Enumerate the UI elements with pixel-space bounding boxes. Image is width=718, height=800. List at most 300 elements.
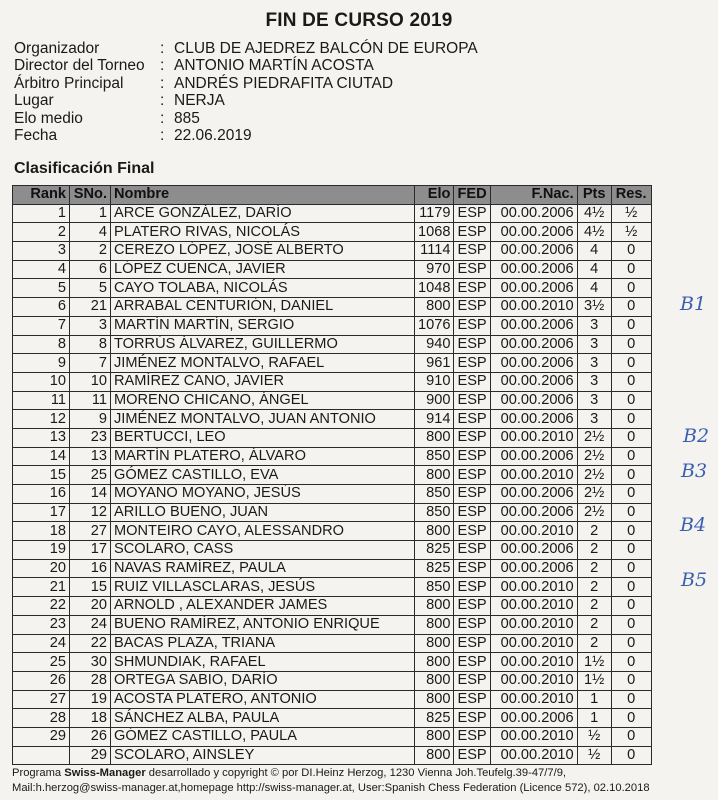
cell-rank: 14: [13, 447, 70, 466]
cell-points: 4: [577, 279, 611, 298]
cell-fed: ESP: [454, 316, 490, 335]
cell-name: SCOLARO, AINSLEY: [111, 746, 415, 765]
cell-result: 0: [611, 634, 651, 653]
cell-rank: 3: [13, 242, 70, 261]
table-row: [13, 522, 652, 541]
cell-name: RAMÍREZ CANO, JAVIER: [111, 372, 415, 391]
info-value: ANDRÉS PIEDRAFITA CIUTAD: [174, 74, 394, 92]
cell-birthdate: 00.00.2006: [490, 354, 577, 373]
table-row: [13, 578, 652, 597]
cell-elo: 800: [415, 597, 454, 616]
cell-birthdate: 00.00.2010: [490, 727, 577, 746]
cell-fed: ESP: [454, 485, 490, 504]
cell-rank: 2: [13, 223, 70, 242]
cell-sno: 6: [70, 260, 111, 279]
cell-rank: 12: [13, 410, 70, 429]
cell-elo: 850: [415, 503, 454, 522]
cell-elo: 825: [415, 559, 454, 578]
cell-name: CEREZO LÓPEZ, JOSÉ ALBERTO: [111, 242, 415, 261]
info-row: [14, 75, 478, 92]
table-row: [13, 503, 652, 522]
cell-rank: 11: [13, 391, 70, 410]
cell-result: 0: [611, 578, 651, 597]
cell-sno: 4: [70, 223, 111, 242]
table-row: [13, 634, 652, 653]
cell-elo: 800: [415, 671, 454, 690]
handwritten-note: B2: [683, 425, 710, 447]
info-value: ANTONIO MARTÍN ACOSTA: [174, 57, 374, 75]
cell-result: 0: [611, 746, 651, 765]
footer-line-2: Mail:h.herzog@swiss-manager.at,homepage http://swiss-manager.at, User:Spanish Chess Federation (Licence 572), 02.10.2018: [12, 781, 650, 794]
cell-result: 0: [611, 428, 651, 447]
table-row: [13, 298, 652, 317]
cell-sno: 23: [70, 428, 111, 447]
cell-elo: 1068: [415, 223, 454, 242]
cell-rank: 1: [13, 204, 70, 223]
cell-points: 3: [577, 335, 611, 354]
info-separator: :: [160, 74, 165, 92]
table-row: [13, 597, 652, 616]
cell-sno: 8: [70, 335, 111, 354]
info-separator: :: [160, 109, 165, 127]
cell-result: 0: [611, 316, 651, 335]
cell-result: 0: [611, 709, 651, 728]
cell-name: JIMÉNEZ MONTALVO, JUAN ANTONIO: [111, 410, 415, 429]
cell-elo: 825: [415, 541, 454, 560]
col-birthdate-header: F.Nac.: [490, 186, 577, 205]
cell-fed: ESP: [454, 372, 490, 391]
cell-name: ARNOLD , ALEXANDER JAMES: [111, 597, 415, 616]
cell-name: MORENO CHICANO, ÁNGEL: [111, 391, 415, 410]
col-result-header: Res.: [611, 186, 651, 205]
cell-fed: ESP: [454, 428, 490, 447]
cell-rank: 28: [13, 709, 70, 728]
cell-name: PLATERO RIVAS, NICOLÁS: [111, 223, 415, 242]
info-value: CLUB DE AJEDREZ BALCÓN DE EUROPA: [174, 40, 478, 57]
cell-rank: 20: [13, 559, 70, 578]
cell-fed: ESP: [454, 335, 490, 354]
cell-sno: 25: [70, 466, 111, 485]
cell-sno: 16: [70, 559, 111, 578]
cell-birthdate: 00.00.2010: [490, 597, 577, 616]
cell-result: ½: [611, 204, 651, 223]
table-row: [13, 746, 652, 765]
cell-elo: 800: [415, 634, 454, 653]
cell-result: 0: [611, 372, 651, 391]
cell-name: GÓMEZ CASTILLO, PAULA: [111, 727, 415, 746]
info-label: Elo medio: [14, 109, 83, 127]
section-title: Clasificación Final: [14, 160, 155, 177]
cell-points: 4½: [577, 204, 611, 223]
cell-result: 0: [611, 466, 651, 485]
cell-sno: 10: [70, 372, 111, 391]
cell-sno: 28: [70, 671, 111, 690]
cell-rank: 25: [13, 653, 70, 672]
cell-result: 0: [611, 242, 651, 261]
cell-fed: ESP: [454, 541, 490, 560]
cell-birthdate: 00.00.2006: [490, 541, 577, 560]
cell-fed: ESP: [454, 690, 490, 709]
cell-points: 2: [577, 634, 611, 653]
cell-elo: 800: [415, 522, 454, 541]
cell-name: ARCE GONZÁLEZ, DARÍO: [111, 204, 415, 223]
cell-sno: 21: [70, 298, 111, 317]
cell-result: 0: [611, 279, 651, 298]
table-row: [13, 615, 652, 634]
cell-name: ARILLO BUENO, JUAN: [111, 503, 415, 522]
cell-birthdate: 00.00.2010: [490, 671, 577, 690]
cell-fed: ESP: [454, 597, 490, 616]
cell-sno: 13: [70, 447, 111, 466]
cell-elo: 850: [415, 447, 454, 466]
cell-fed: ESP: [454, 466, 490, 485]
table-row: [13, 727, 652, 746]
cell-rank: 13: [13, 428, 70, 447]
cell-elo: 800: [415, 727, 454, 746]
cell-result: 0: [611, 690, 651, 709]
cell-name: SHMUNDIAK, RAFAEL: [111, 653, 415, 672]
cell-birthdate: 00.00.2010: [490, 634, 577, 653]
table-row: [13, 279, 652, 298]
cell-rank: 21: [13, 578, 70, 597]
cell-elo: 800: [415, 746, 454, 765]
col-rank-header: Rank: [13, 186, 70, 205]
cell-sno: 30: [70, 653, 111, 672]
tournament-info: [14, 40, 478, 144]
cell-fed: ESP: [454, 260, 490, 279]
cell-birthdate: 00.00.2010: [490, 578, 577, 597]
cell-points: 2½: [577, 447, 611, 466]
cell-result: 0: [611, 653, 651, 672]
cell-result: 0: [611, 298, 651, 317]
cell-elo: 800: [415, 615, 454, 634]
cell-name: BACAS PLAZA, TRIANA: [111, 634, 415, 653]
cell-elo: 970: [415, 260, 454, 279]
table-row: [13, 428, 652, 447]
cell-birthdate: 00.00.2006: [490, 316, 577, 335]
cell-elo: 900: [415, 391, 454, 410]
cell-elo: 800: [415, 298, 454, 317]
cell-birthdate: 00.00.2006: [490, 223, 577, 242]
cell-rank: 24: [13, 634, 70, 653]
cell-birthdate: 00.00.2006: [490, 204, 577, 223]
cell-result: 0: [611, 485, 651, 504]
cell-points: 4: [577, 260, 611, 279]
cell-points: 3: [577, 354, 611, 373]
cell-rank: 15: [13, 466, 70, 485]
table-row: [13, 391, 652, 410]
cell-name: BUENO RAMÍREZ, ANTONIO ENRIQUE: [111, 615, 415, 634]
cell-points: 1½: [577, 671, 611, 690]
cell-points: 2: [577, 597, 611, 616]
cell-fed: ESP: [454, 522, 490, 541]
cell-birthdate: 00.00.2010: [490, 690, 577, 709]
cell-result: 0: [611, 597, 651, 616]
cell-name: SÁNCHEZ ALBA, PAULA: [111, 709, 415, 728]
col-points-header: Pts: [577, 186, 611, 205]
cell-elo: 910: [415, 372, 454, 391]
cell-fed: ESP: [454, 223, 490, 242]
cell-birthdate: 00.00.2006: [490, 335, 577, 354]
table-row: [13, 335, 652, 354]
cell-birthdate: 00.00.2010: [490, 298, 577, 317]
table-row: [13, 223, 652, 242]
cell-rank: 29: [13, 727, 70, 746]
cell-fed: ESP: [454, 204, 490, 223]
cell-name: BERTUCCI, LEO: [111, 428, 415, 447]
table-row: [13, 541, 652, 560]
footer-brand: Swiss-Manager: [64, 767, 146, 779]
cell-fed: ESP: [454, 298, 490, 317]
cell-rank: 26: [13, 671, 70, 690]
footer: [12, 766, 650, 795]
cell-birthdate: 00.00.2010: [490, 746, 577, 765]
info-label: Fecha: [14, 127, 58, 145]
cell-rank: 10: [13, 372, 70, 391]
cell-birthdate: 00.00.2006: [490, 372, 577, 391]
cell-birthdate: 00.00.2006: [490, 391, 577, 410]
cell-name: NAVAS RAMÍREZ, PAULA: [111, 559, 415, 578]
cell-fed: ESP: [454, 634, 490, 653]
cell-fed: ESP: [454, 391, 490, 410]
cell-sno: 14: [70, 485, 111, 504]
info-label: Director del Torneo: [14, 57, 145, 75]
cell-rank: 23: [13, 615, 70, 634]
cell-elo: 1048: [415, 279, 454, 298]
cell-elo: 800: [415, 690, 454, 709]
cell-points: 2: [577, 615, 611, 634]
cell-birthdate: 00.00.2006: [490, 260, 577, 279]
cell-sno: 7: [70, 354, 111, 373]
table-header-row: [13, 186, 652, 205]
cell-fed: ESP: [454, 354, 490, 373]
info-value: 885: [174, 109, 200, 127]
table-row: [13, 260, 652, 279]
cell-name: GÓMEZ CASTILLO, EVA: [111, 466, 415, 485]
info-value: NERJA: [174, 92, 225, 110]
info-row: [14, 110, 478, 127]
cell-rank: 18: [13, 522, 70, 541]
cell-fed: ESP: [454, 615, 490, 634]
info-value: 22.06.2019: [174, 127, 252, 145]
cell-rank: [13, 746, 70, 765]
cell-fed: ESP: [454, 447, 490, 466]
cell-points: ½: [577, 727, 611, 746]
cell-name: MONTEIRO CAYO, ALESSANDRO: [111, 522, 415, 541]
cell-rank: 17: [13, 503, 70, 522]
table-row: [13, 372, 652, 391]
cell-name: CAYO TOLABA, NICOLÁS: [111, 279, 415, 298]
cell-name: SCOLARO, CASS: [111, 541, 415, 560]
table-row: [13, 410, 652, 429]
cell-name: ARRABAL CENTURIÓN, DANIEL: [111, 298, 415, 317]
cell-elo: 961: [415, 354, 454, 373]
cell-points: 2: [577, 559, 611, 578]
cell-sno: 17: [70, 541, 111, 560]
cell-result: 0: [611, 410, 651, 429]
cell-elo: 914: [415, 410, 454, 429]
handwritten-note: B1: [680, 293, 707, 315]
info-separator: :: [160, 127, 165, 145]
cell-result: 0: [611, 727, 651, 746]
cell-fed: ESP: [454, 578, 490, 597]
cell-elo: 1076: [415, 316, 454, 335]
cell-name: MOYANO MOYANO, JESÚS: [111, 485, 415, 504]
cell-points: 3: [577, 372, 611, 391]
cell-fed: ESP: [454, 653, 490, 672]
cell-points: 2½: [577, 485, 611, 504]
cell-points: 4: [577, 242, 611, 261]
cell-points: 3: [577, 410, 611, 429]
cell-sno: 19: [70, 690, 111, 709]
handwritten-note: B4: [680, 514, 707, 536]
cell-elo: 800: [415, 466, 454, 485]
cell-sno: 2: [70, 242, 111, 261]
cell-elo: 800: [415, 653, 454, 672]
table-row: [13, 447, 652, 466]
cell-points: 2: [577, 541, 611, 560]
cell-points: 2½: [577, 428, 611, 447]
cell-rank: 19: [13, 541, 70, 560]
cell-name: ACOSTA PLATERO, ANTONIO: [111, 690, 415, 709]
info-row: [14, 92, 478, 109]
info-row: [14, 57, 478, 74]
cell-sno: 20: [70, 597, 111, 616]
cell-fed: ESP: [454, 279, 490, 298]
table-row: [13, 653, 652, 672]
cell-result: ½: [611, 223, 651, 242]
cell-result: 0: [611, 335, 651, 354]
table-row: [13, 242, 652, 261]
cell-sno: 18: [70, 709, 111, 728]
standings-table: [12, 185, 652, 765]
cell-rank: 22: [13, 597, 70, 616]
cell-name: JIMÉNEZ MONTALVO, RAFAEL: [111, 354, 415, 373]
info-separator: :: [160, 57, 165, 75]
cell-sno: 1: [70, 204, 111, 223]
cell-points: 3: [577, 316, 611, 335]
col-elo-header: Elo: [415, 186, 454, 205]
cell-result: 0: [611, 391, 651, 410]
cell-sno: 22: [70, 634, 111, 653]
cell-sno: 5: [70, 279, 111, 298]
cell-fed: ESP: [454, 410, 490, 429]
cell-birthdate: 00.00.2006: [490, 485, 577, 504]
cell-fed: ESP: [454, 242, 490, 261]
cell-name: MARTÍN PLATERO, ÁLVARO: [111, 447, 415, 466]
cell-rank: 4: [13, 260, 70, 279]
info-row: [14, 127, 478, 144]
cell-elo: 1179: [415, 204, 454, 223]
cell-birthdate: 00.00.2010: [490, 522, 577, 541]
table-row: [13, 671, 652, 690]
cell-points: 4½: [577, 223, 611, 242]
cell-sno: 9: [70, 410, 111, 429]
cell-sno: 24: [70, 615, 111, 634]
cell-result: 0: [611, 541, 651, 560]
cell-points: 2½: [577, 503, 611, 522]
cell-name: ORTEGA SABIO, DARÍO: [111, 671, 415, 690]
cell-fed: ESP: [454, 671, 490, 690]
cell-fed: ESP: [454, 727, 490, 746]
cell-elo: 850: [415, 485, 454, 504]
cell-points: 2: [577, 578, 611, 597]
cell-birthdate: 00.00.2006: [490, 279, 577, 298]
cell-rank: 9: [13, 354, 70, 373]
cell-sno: 29: [70, 746, 111, 765]
info-label: Organizador: [14, 40, 100, 57]
cell-result: 0: [611, 671, 651, 690]
cell-points: 2: [577, 522, 611, 541]
cell-birthdate: 00.00.2010: [490, 428, 577, 447]
cell-points: 3½: [577, 298, 611, 317]
cell-elo: 800: [415, 428, 454, 447]
cell-fed: ESP: [454, 709, 490, 728]
table-row: [13, 690, 652, 709]
cell-elo: 940: [415, 335, 454, 354]
document-title: FIN DE CURSO 2019: [265, 10, 453, 31]
cell-sno: 12: [70, 503, 111, 522]
cell-fed: ESP: [454, 746, 490, 765]
table-row: [13, 316, 652, 335]
cell-points: 2½: [577, 466, 611, 485]
cell-result: 0: [611, 615, 651, 634]
cell-rank: 16: [13, 485, 70, 504]
cell-points: 1: [577, 690, 611, 709]
cell-points: ½: [577, 746, 611, 765]
cell-points: 1½: [577, 653, 611, 672]
cell-name: LÓPEZ CUENCA, JAVIER: [111, 260, 415, 279]
col-name-header: Nombre: [111, 186, 415, 205]
cell-result: 0: [611, 522, 651, 541]
cell-elo: 1114: [415, 242, 454, 261]
cell-rank: 8: [13, 335, 70, 354]
cell-name: TORRÚS ÁLVAREZ, GUILLERMO: [111, 335, 415, 354]
cell-result: 0: [611, 260, 651, 279]
cell-birthdate: 00.00.2006: [490, 410, 577, 429]
cell-result: 0: [611, 447, 651, 466]
cell-sno: 26: [70, 727, 111, 746]
footer-line-1: Programa Swiss-Manager desarrollado y copyright © por DI.Heinz Herzog, 1230 Vienna Joh.Teufelg.39-47/7/9,: [12, 767, 567, 779]
cell-sno: 27: [70, 522, 111, 541]
cell-name: RUIZ VILLASCLARAS, JESÚS: [111, 578, 415, 597]
cell-birthdate: 00.00.2010: [490, 466, 577, 485]
table-row: [13, 559, 652, 578]
info-separator: :: [160, 92, 165, 110]
cell-rank: 27: [13, 690, 70, 709]
cell-rank: 6: [13, 298, 70, 317]
handwritten-note: B3: [681, 460, 708, 482]
cell-points: 1: [577, 709, 611, 728]
cell-sno: 11: [70, 391, 111, 410]
table-row: [13, 709, 652, 728]
cell-birthdate: 00.00.2010: [490, 653, 577, 672]
info-label: Lugar: [14, 92, 54, 110]
cell-birthdate: 00.00.2010: [490, 615, 577, 634]
table-row: [13, 204, 652, 223]
cell-result: 0: [611, 503, 651, 522]
col-fed-header: FED: [454, 186, 490, 205]
cell-sno: 15: [70, 578, 111, 597]
table-row: [13, 485, 652, 504]
handwritten-note: B5: [681, 569, 708, 591]
cell-birthdate: 00.00.2006: [490, 559, 577, 578]
cell-rank: 7: [13, 316, 70, 335]
table-row: [13, 466, 652, 485]
info-label: Árbitro Principal: [14, 74, 124, 92]
cell-name: MARTÍN MARTÍN, SERGIO: [111, 316, 415, 335]
cell-birthdate: 00.00.2006: [490, 503, 577, 522]
